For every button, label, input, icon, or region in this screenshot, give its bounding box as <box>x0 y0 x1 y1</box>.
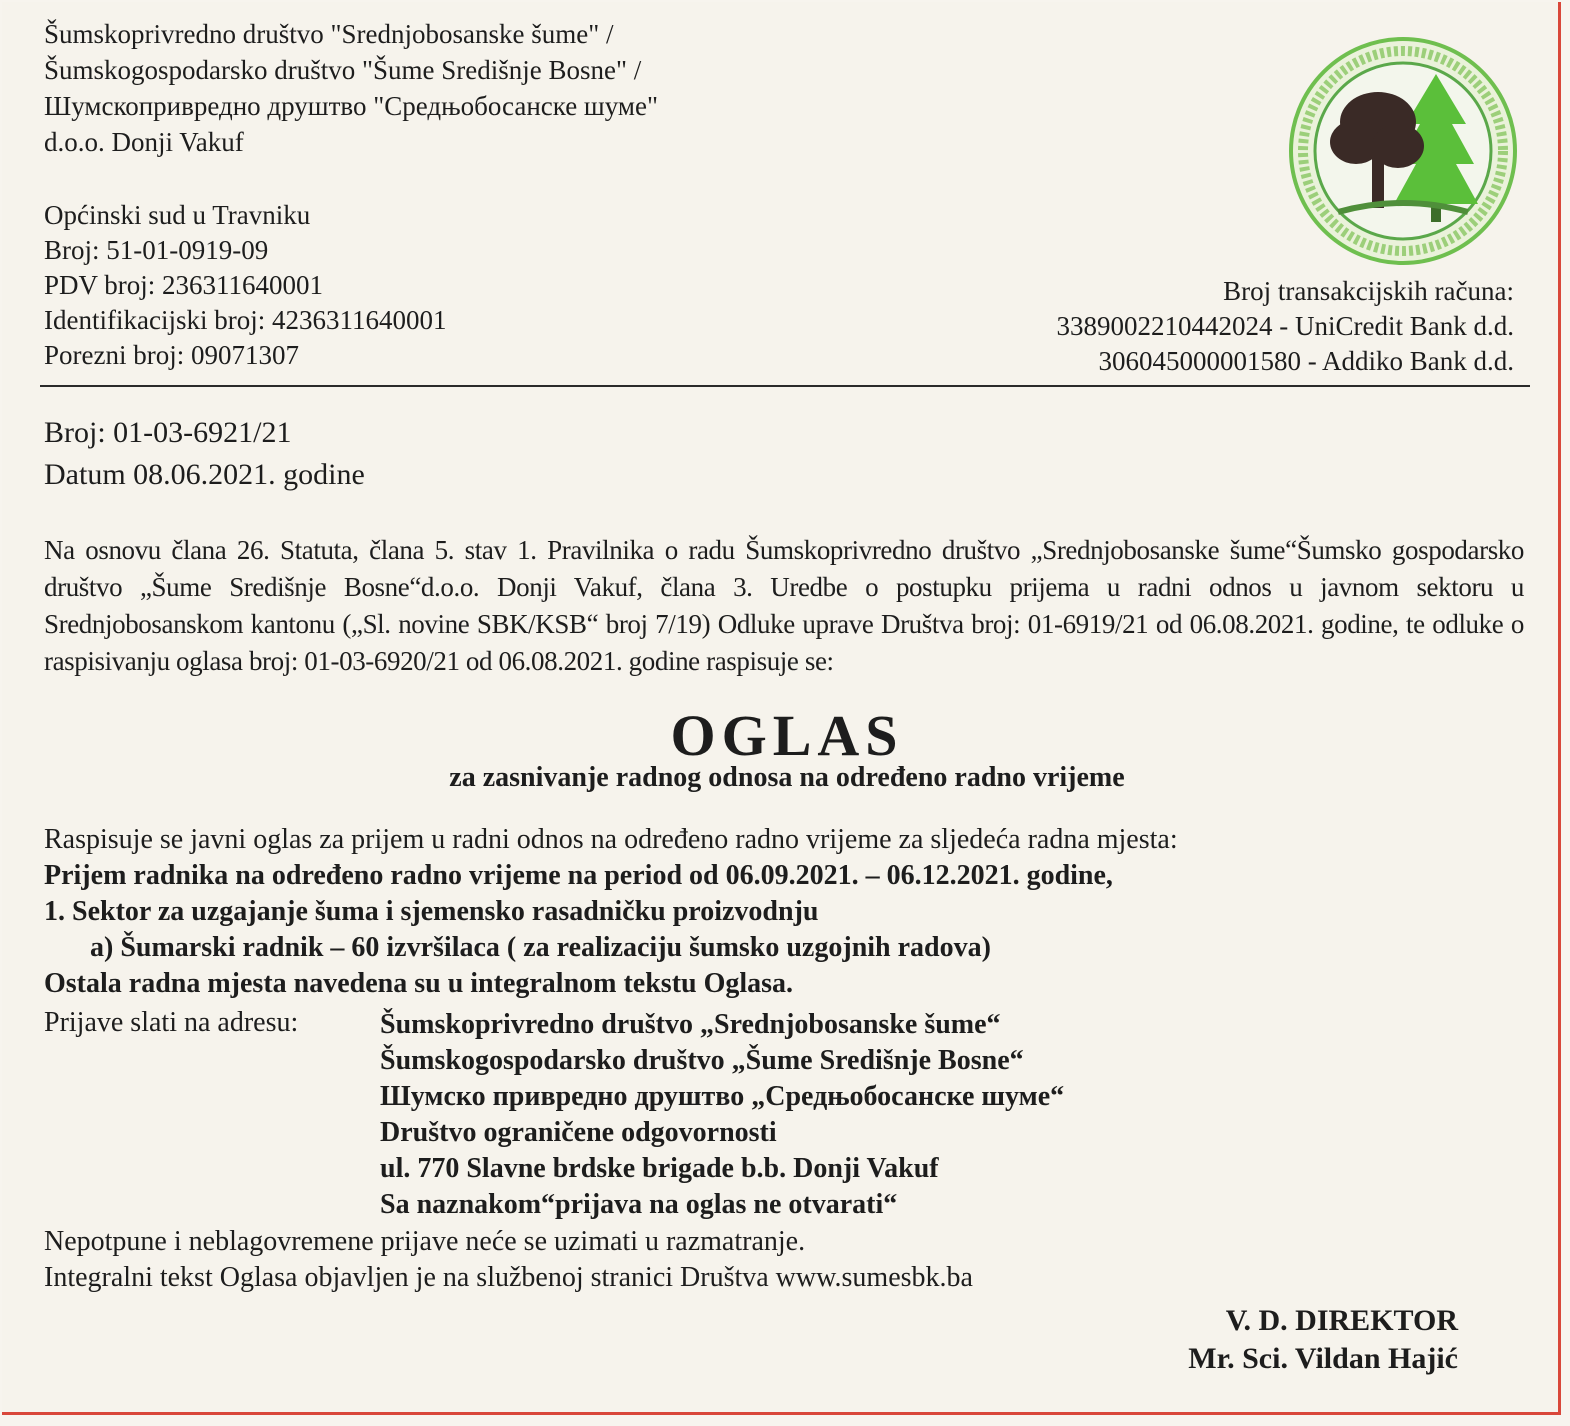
registry-line: Identifikacijski broj: 4236311640001 <box>44 305 447 335</box>
other-positions-line: Ostala radna mjesta navedena su u integralnom tekstu Oglasa. <box>44 968 794 999</box>
registry-line: Općinski sud u Travniku <box>44 200 311 230</box>
company-line: Šumskoprivredno društvo "Srednjobosanske šume" / <box>44 19 614 49</box>
signature-block <box>1188 1302 1458 1378</box>
address-line: Društvo ograničene odgovornosti <box>380 1117 777 1148</box>
ad-subtitle: za zasnivanje radnog odnosa na određeno radno vrijeme <box>449 762 1125 793</box>
address-line: Šumskoprivredno društvo „Srednjobosanske šume“ <box>380 1009 1001 1040</box>
ad-title: OGLAS <box>670 703 904 768</box>
address-line: Sa naznakom“prijava na oglas ne otvarati“ <box>380 1189 898 1220</box>
registry-line: Porezni broj: 09071307 <box>44 340 299 370</box>
document-date: Datum 08.06.2021. godine <box>44 458 365 491</box>
sector-line: 1. Sektor za uzgajanje šuma i sjemensko rasadničku proizvodnju <box>44 896 819 927</box>
signature-title: V. D. DIREKTOR <box>1225 1304 1458 1337</box>
company-line: d.o.o. Donji Vakuf <box>44 127 244 157</box>
address-line: Šumskogospodarsko društvo „Šume Središnje Bosne“ <box>380 1045 1024 1076</box>
registry-info <box>44 198 446 373</box>
website-note: Integralni tekst Oglasa objavljen je na službenoj stranici Društva www.sumesbk.ba <box>44 1262 973 1293</box>
footer-notes <box>44 1224 973 1296</box>
intro-paragraph: Na osnovu člana 26. Statuta, člana 5. stav 1. Pravilnika o radu Šumskoprivredno društvo „Srednjobosanske šume“Šumsko gospodarsko društvo „Šume Središnje Bosne“d.o.o. Donji Vakuf, člana 3. Uredbe o postupku prijema u radni odnos u javnom sektoru u Srednjobosanskom kantonu („Sl. novine SBK/KSB“ broj 7/19) Odluke uprave Društva broj: 01-6919/21 od 06.08.2021. godine, te odluke o raspisivanju oglasa broj: 01-03-6920/21 od 06.08.2021. godine raspisuje se: <box>44 535 1524 676</box>
bank-accounts <box>1057 274 1514 379</box>
document-number: Broj: 01-03-6921/21 <box>44 416 292 449</box>
bank-title: Broj transakcijskih računa: <box>1223 276 1514 306</box>
ad-body <box>44 822 1178 1002</box>
announcement-line: Raspisuje se javni oglas za prijem u radni odnos na određeno radno vrijeme za sljedeća radna mjesta: <box>44 824 1178 855</box>
address-line: ul. 770 Slavne brdske brigade b.b. Donji Vakuf <box>380 1153 939 1184</box>
period-line: Prijem radnika na određeno radno vrijeme na period od 06.09.2021. – 06.12.2021. godine, <box>44 860 1113 891</box>
ad-frame <box>2 2 1561 1415</box>
position-line: a) Šumarski radnik – 60 izvršilaca ( za realizaciju šumsko uzgojnih radova) <box>90 932 991 963</box>
address-line: Шумско привредно друштво „Средњобосанске шуме“ <box>380 1081 1065 1112</box>
address-label: Prijave slati na adresu: <box>44 1007 299 1038</box>
company-name-block <box>44 16 658 160</box>
signature-name: Mr. Sci. Vildan Hajić <box>1188 1342 1458 1375</box>
registry-line: PDV broj: 236311640001 <box>44 270 324 300</box>
application-address <box>380 1007 1064 1223</box>
bank-line: 3389002210442024 - UniCredit Bank d.d. <box>1056 311 1514 341</box>
header-divider <box>40 385 1530 387</box>
tree-seal-logo-icon <box>1286 34 1520 268</box>
bank-line: 306045000001580 - Addiko Bank d.d. <box>1098 346 1514 376</box>
document-reference <box>44 412 365 496</box>
registry-line: Broj: 51-01-0919-09 <box>44 235 269 265</box>
company-line: Šumskogospodarsko društvo "Šume Središnje Bosne" / <box>44 55 642 85</box>
incomplete-note: Nepotpune i neblagovremene prijave neće se uzimati u razmatranje. <box>44 1226 806 1257</box>
company-line: Шумскопривредно друштво "Средњобосанске шуме" <box>44 91 658 121</box>
